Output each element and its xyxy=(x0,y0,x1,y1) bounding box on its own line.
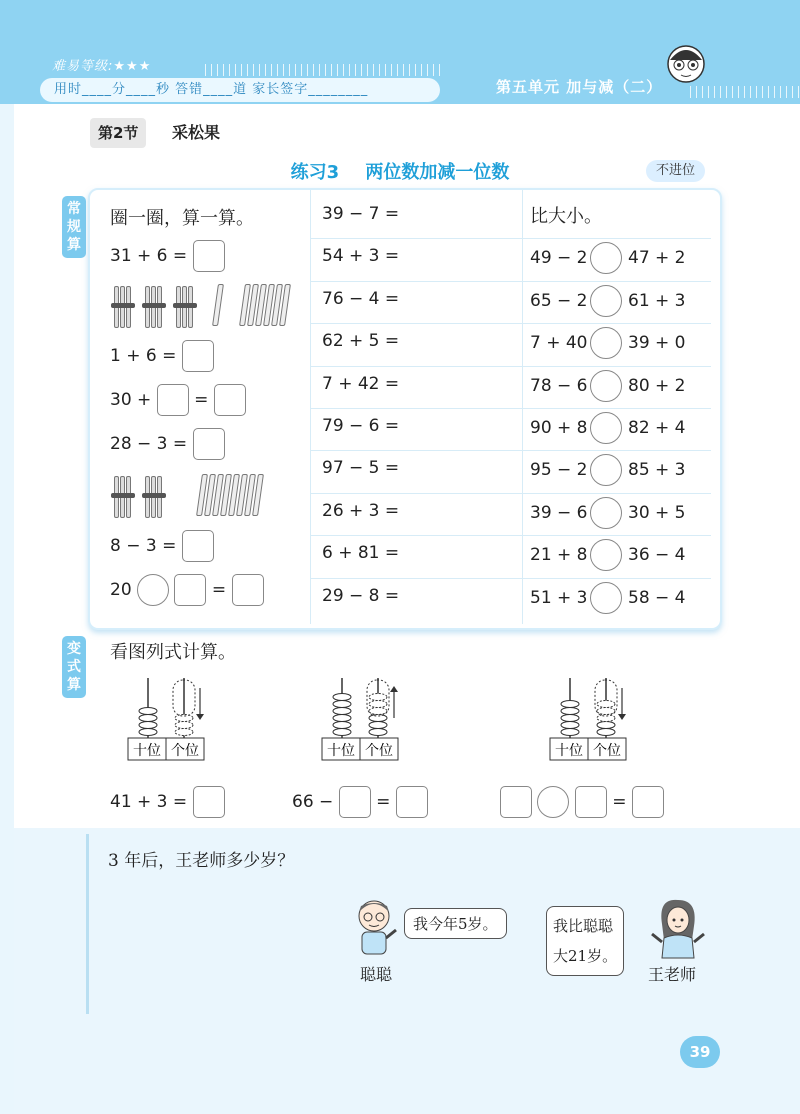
answer-box[interactable] xyxy=(157,384,189,416)
abacus-bead xyxy=(333,715,351,722)
compare-row xyxy=(530,242,686,274)
compare-left: 49 − 2 xyxy=(530,248,588,269)
place-label-ones: 个位 xyxy=(171,743,199,759)
middle-question: 7 + 42 = xyxy=(322,373,400,394)
abacus-bead xyxy=(561,708,579,715)
place-label-ones: 个位 xyxy=(593,743,621,759)
circle-calc-q4 xyxy=(110,428,225,460)
abacus-bead xyxy=(561,701,579,708)
ten-stick-bundle xyxy=(143,286,165,326)
compare-circle[interactable] xyxy=(590,539,622,571)
teacher-speech-bubble xyxy=(546,906,624,976)
abacus-bead xyxy=(333,729,351,736)
page-edge xyxy=(0,104,14,1114)
abacus-bead xyxy=(597,701,615,708)
column-divider xyxy=(310,190,311,624)
abacus-1 xyxy=(124,674,214,774)
place-label-tens: 十位 xyxy=(133,743,161,759)
compare-left: 65 − 2 xyxy=(530,290,588,311)
compare-left: 39 − 6 xyxy=(530,502,588,523)
row-divider xyxy=(311,493,711,494)
abacus-bead xyxy=(139,729,157,736)
ruler-decoration xyxy=(205,64,445,76)
answer-box[interactable] xyxy=(575,786,607,818)
answer-box[interactable] xyxy=(182,530,214,562)
answer-box[interactable] xyxy=(193,240,225,272)
compare-row xyxy=(530,285,686,317)
operator-circle[interactable] xyxy=(137,574,169,606)
abacus-bead xyxy=(369,694,387,701)
compare-left: 78 − 6 xyxy=(530,375,588,396)
sticks-illustration-1 xyxy=(112,284,290,330)
question-text: 20 xyxy=(110,580,132,600)
compare-right: 80 + 2 xyxy=(628,375,686,396)
abacus-bead xyxy=(333,701,351,708)
abacus-bead xyxy=(597,715,615,722)
row-divider xyxy=(311,450,711,451)
compare-circle[interactable] xyxy=(590,582,622,614)
abacus-2 xyxy=(318,674,408,774)
abacus-bead xyxy=(175,715,193,722)
answer-box[interactable] xyxy=(632,786,664,818)
compare-right: 39 + 0 xyxy=(628,333,686,354)
compare-left: 51 + 3 xyxy=(530,587,588,608)
ten-stick-bundle xyxy=(112,286,134,326)
abacus-bead xyxy=(369,708,387,715)
circle-calc-title: 圈一圈，算一算。 xyxy=(110,208,254,229)
row-divider xyxy=(311,366,711,367)
teacher-character-icon xyxy=(648,896,708,960)
place-label-tens: 十位 xyxy=(327,743,355,759)
panel-divider xyxy=(86,834,89,1014)
compare-right: 36 − 4 xyxy=(628,545,686,566)
carry-note-badge: 不进位 xyxy=(646,160,705,182)
answer-box[interactable] xyxy=(396,786,428,818)
middle-question: 39 − 7 = xyxy=(322,204,400,224)
single-stick xyxy=(212,284,224,326)
boy-speech-bubble: 我今年5岁。 xyxy=(404,908,507,939)
variant-eq2 xyxy=(292,786,428,818)
question-text: 1 + 6 = xyxy=(110,346,177,366)
variant-eq1 xyxy=(110,786,225,818)
teacher-speech-line: 大21岁。 xyxy=(553,947,618,965)
column-divider xyxy=(522,190,523,624)
abacus-bead xyxy=(333,694,351,701)
sticks-illustration-2 xyxy=(112,474,263,520)
question-text: 8 − 3 = xyxy=(110,536,177,556)
question-text: 66 − xyxy=(292,792,334,812)
boy-character-icon xyxy=(354,896,400,958)
applied-question: 3 年后，王老师多少岁？ xyxy=(108,851,295,871)
abacus-bead xyxy=(597,722,615,729)
compare-row xyxy=(530,327,686,359)
compare-row xyxy=(530,412,686,444)
abacus-bead xyxy=(369,715,387,722)
compare-row xyxy=(530,370,686,402)
row-divider xyxy=(311,578,711,579)
tab-routine xyxy=(62,196,86,258)
compare-left: 21 + 8 xyxy=(530,545,588,566)
compare-right: 30 + 5 xyxy=(628,502,686,523)
row-divider xyxy=(311,535,711,536)
difficulty-rating: 难易等级:★★★ xyxy=(52,59,152,74)
teacher-name: 王老师 xyxy=(648,965,697,984)
equals-sign: = xyxy=(211,580,227,600)
tab-variant xyxy=(62,636,86,698)
compare-left: 7 + 40 xyxy=(530,333,588,354)
middle-question: 26 + 3 = xyxy=(322,500,400,521)
circle-calc-q6 xyxy=(110,574,264,606)
operator-circle[interactable] xyxy=(537,786,569,818)
exercise-label: 练习3 xyxy=(290,162,340,183)
question-text: 30 + xyxy=(110,390,152,410)
row-divider xyxy=(311,323,711,324)
answer-box[interactable] xyxy=(193,428,225,460)
time-record-bar: 用时____分____秒 答错____道 家长签字________ xyxy=(40,78,440,102)
answer-box[interactable] xyxy=(214,384,246,416)
abacus-bead xyxy=(175,722,193,729)
boy-name: 聪聪 xyxy=(360,965,393,984)
abacus-bead xyxy=(139,715,157,722)
compare-row xyxy=(530,539,686,571)
circle-calc-q3 xyxy=(110,384,246,416)
place-label-tens: 十位 xyxy=(555,743,583,759)
middle-question: 62 + 5 = xyxy=(322,331,400,352)
abacus-bead xyxy=(369,722,387,729)
page-number: 39 xyxy=(680,1036,720,1068)
tab-routine-label: 常规算 xyxy=(67,201,81,253)
row-divider xyxy=(311,281,711,282)
mascot-icon xyxy=(664,40,708,86)
compare-circle[interactable] xyxy=(590,497,622,529)
compare-title: 比大小。 xyxy=(530,206,602,227)
ten-stick-bundle xyxy=(112,476,134,516)
row-divider xyxy=(311,238,711,239)
compare-circle[interactable] xyxy=(590,412,622,444)
answer-box[interactable] xyxy=(500,786,532,818)
question-text: 31 + 6 = xyxy=(110,246,188,266)
middle-question: 97 − 5 = xyxy=(322,458,400,479)
teacher-speech-line: 我比聪聪 xyxy=(553,917,614,935)
row-divider xyxy=(311,408,711,409)
circle-calc-q2 xyxy=(110,340,214,372)
answer-box[interactable] xyxy=(193,786,225,818)
abacus-bead xyxy=(561,715,579,722)
abacus-bead xyxy=(333,722,351,729)
abacus-bead xyxy=(561,729,579,736)
question-text: 41 + 3 = xyxy=(110,792,188,812)
compare-left: 90 + 8 xyxy=(530,418,588,438)
abacus-bead xyxy=(175,729,193,736)
compare-left: 95 − 2 xyxy=(530,460,588,481)
variant-eq3 xyxy=(500,786,664,818)
middle-question: 79 − 6 = xyxy=(322,416,400,436)
variant-title: 看图列式计算。 xyxy=(110,642,236,663)
compare-circle[interactable] xyxy=(590,285,622,317)
circle-calc-q1 xyxy=(110,240,225,272)
abacus-bead xyxy=(139,708,157,715)
equals-sign: = xyxy=(376,792,391,812)
ten-stick-bundle xyxy=(143,476,165,516)
compare-circle[interactable] xyxy=(590,370,622,402)
tab-variant-label: 变式算 xyxy=(67,641,81,693)
middle-question: 54 + 3 = xyxy=(322,246,400,267)
equals-sign: = xyxy=(194,390,209,410)
compare-right: 82 + 4 xyxy=(628,418,686,438)
compare-right: 85 + 3 xyxy=(628,460,686,481)
abacus-bead xyxy=(369,701,387,708)
answer-box[interactable] xyxy=(232,574,264,606)
compare-right: 61 + 3 xyxy=(628,290,686,311)
compare-row xyxy=(530,454,686,486)
abacus-bead xyxy=(139,722,157,729)
abacus-3 xyxy=(546,674,636,774)
exercise-topic: 两位数加减一位数 xyxy=(365,162,510,183)
compare-row xyxy=(530,497,686,529)
answer-box[interactable] xyxy=(182,340,214,372)
abacus-bead xyxy=(597,708,615,715)
section-tag: 第2节 xyxy=(90,118,146,148)
compare-circle[interactable] xyxy=(590,454,622,486)
abacus-bead xyxy=(597,729,615,736)
middle-question: 76 − 4 = xyxy=(322,288,400,309)
section-name: 采松果 xyxy=(172,123,221,142)
compare-right: 47 + 2 xyxy=(628,248,686,269)
place-label-ones: 个位 xyxy=(365,743,393,759)
ruler-decoration xyxy=(690,86,800,98)
question-text: 28 − 3 = xyxy=(110,434,188,454)
abacus-bead xyxy=(333,708,351,715)
middle-question: 29 − 8 = xyxy=(322,585,400,606)
answer-box[interactable] xyxy=(174,574,206,606)
abacus-bead xyxy=(561,722,579,729)
answer-box[interactable] xyxy=(339,786,371,818)
compare-row xyxy=(530,582,686,614)
equals-sign: = xyxy=(612,792,627,812)
ten-stick-bundle xyxy=(174,286,196,326)
compare-circle[interactable] xyxy=(590,242,622,274)
abacus-bead xyxy=(369,729,387,736)
compare-right: 58 − 4 xyxy=(628,587,686,608)
unit-title: 第五单元 加与减（二） xyxy=(496,78,663,96)
compare-circle[interactable] xyxy=(590,327,622,359)
middle-question: 6 + 81 = xyxy=(322,543,400,564)
circle-calc-q5 xyxy=(110,530,214,562)
